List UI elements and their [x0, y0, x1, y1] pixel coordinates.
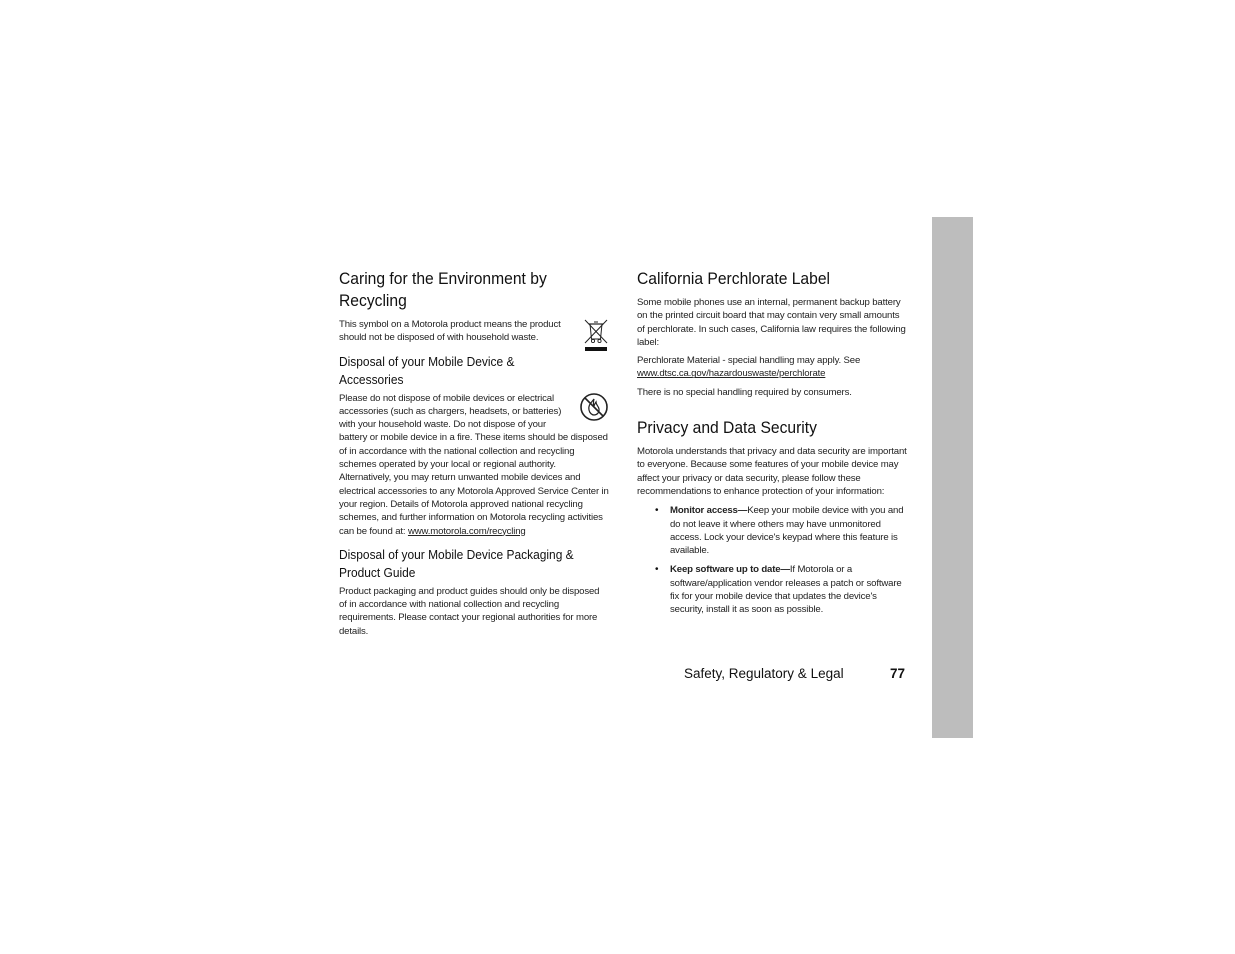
bullet-icon: • — [655, 505, 659, 517]
bullet-body: Keep your mobile device with you and do not leave it where others may have unmonitored access. Lock your device's keypad where this feature is available. — [670, 505, 904, 557]
perchlorate-label-text: Perchlorate Material - special handling may apply. See — [637, 355, 861, 367]
dtsc-perchlorate-link[interactable]: www.dtsc.ca.gov/hazardouswaste/perchlorate — [637, 368, 826, 380]
device-disposal-block — [339, 392, 609, 538]
perchlorate-text: Some mobile phones use an internal, permanent backup battery on the printed circuit board that may contain very small amounts of perchlorate. In such cases, California law requires the following label: — [637, 297, 906, 348]
page-footer — [684, 666, 906, 681]
crossed-out-wheelie-bin-icon — [583, 318, 609, 352]
device-disposal-text — [339, 392, 609, 538]
footer-section-title: Safety, Regulatory & Legal — [684, 666, 844, 681]
privacy-text: Motorola understands that privacy and data security are important to everyone. Because some features of your mobile device may affect your privacy or data security, please follow these recommendations to enhance protection of your information: — [637, 446, 907, 497]
perchlorate-label — [637, 354, 907, 381]
privacy-heading: Privacy and Data Security — [637, 418, 817, 438]
bullet-bold: Keep software up to date— — [670, 564, 790, 576]
no-fire-disposal-icon — [579, 392, 609, 422]
device-disposal-heading: Disposal of your Mobile Device & Accessories — [339, 353, 515, 387]
list-item — [637, 563, 907, 616]
motorola-recycling-link[interactable]: www.motorola.com/recycling — [407, 525, 526, 537]
list-item — [637, 504, 907, 557]
page-number: 77 — [890, 666, 906, 681]
side-thumb-tab — [932, 217, 973, 738]
bullet-bold: Monitor access— — [670, 505, 748, 517]
recycling-intro-block — [339, 318, 609, 345]
recycling-intro: This symbol on a Motorola product means the product should not be disposed of with household waste. — [339, 319, 561, 344]
bullet-text — [670, 504, 907, 557]
recycling-heading: Caring for the Environment by Recycling — [339, 269, 547, 310]
perchlorate-note: There is no special handling required by consumers. — [637, 386, 852, 398]
bullet-text — [670, 563, 907, 616]
left-column — [339, 268, 609, 643]
perchlorate-heading: California Perchlorate Label — [637, 269, 831, 288]
device-disposal-body: Please do not dispose of mobile devices or electrical accessories (such as chargers, headsets, or batteries) with your household waste. Do not dispose of your battery or mobile device in a fire. These items should be disposed of in accordance with the national collection and recycling schemes operated by your local or regional authority. Alternatively, you may return unwanted mobile devices and electrical accessories to any Motorola Approved Service Center in your region. Details of Motorola approved national recycling schemes, and further information on Motorola recycling activities can be found at: — [339, 392, 609, 537]
packaging-disposal-text: Product packaging and product guides should only be disposed of in accordance with national collection and recycling requirements. Please contact your regional authorities for more details. — [339, 585, 600, 637]
right-column — [637, 268, 907, 623]
packaging-disposal-heading: Disposal of your Mobile Device Packaging & Product Guide — [339, 546, 574, 580]
bullet-icon: • — [655, 564, 659, 576]
privacy-bullet-list — [637, 504, 907, 616]
bullet-body: If Motorola or a software/application vendor releases a patch or software fix for your mobile device that updates the device's security, install it as soon as possible. — [670, 564, 902, 616]
